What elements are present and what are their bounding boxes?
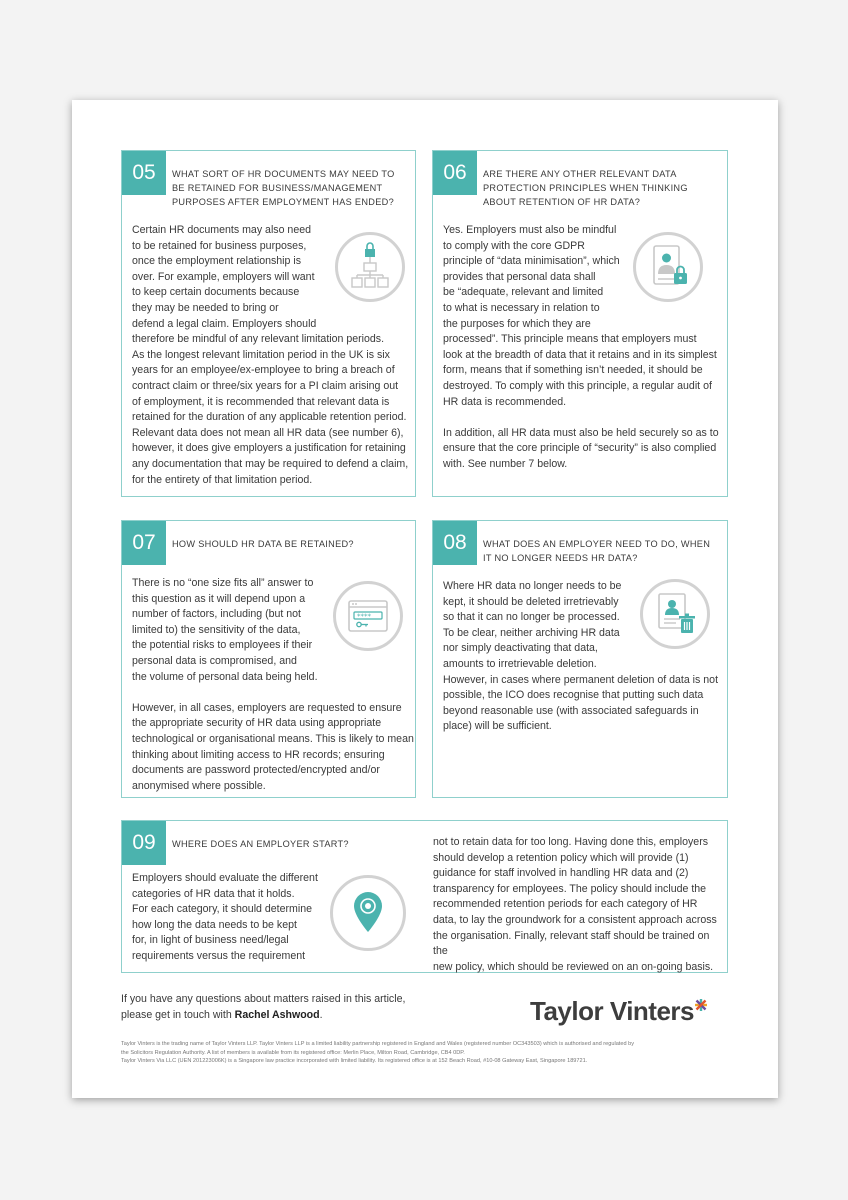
- body-line: new policy, which should be reviewed on an on-going basis.: [433, 960, 714, 973]
- body-line: Relevant data does not mean all HR data (see number 6),: [132, 426, 404, 439]
- body-line: not to retain data for too long. Having done this, employers: [433, 836, 709, 848]
- body-line: HR data is recommended.: [443, 395, 567, 408]
- body-line: technological or organisational means. This is likely to mean: [132, 732, 414, 745]
- body-line: requirements versus the requirement: [132, 949, 306, 962]
- body-line: possible, the ICO does recognise that putting such data: [443, 689, 704, 702]
- body-line: data, to lay the groundwork for a consistent approach across: [433, 913, 717, 926]
- body-line: form, means that if something isn’t needed, it should be: [443, 364, 703, 377]
- logo-mark-icon: [694, 998, 708, 1012]
- body-line: Where HR data no longer needs to be: [443, 580, 622, 592]
- body-line: however, it does give employers a justification for retaining: [132, 442, 406, 455]
- body-line: be “adequate, relevant and limited: [443, 286, 604, 299]
- body-line: the organisation. Finally, relevant staff should be trained on the: [433, 929, 710, 958]
- body-line: Yes. Employers must also be mindful: [443, 224, 617, 236]
- body-line: As the longest relevant limitation period in the UK is six: [132, 348, 390, 361]
- section-body-left: [132, 871, 332, 965]
- body-line: this question as it will depend upon a: [132, 592, 306, 605]
- profile-delete-icon: [640, 579, 710, 649]
- body-line: how long the data needs to be kept: [132, 918, 297, 931]
- taylor-vinters-logo: [530, 996, 694, 1027]
- body-line: the purposes for which they are: [443, 317, 591, 330]
- body-line: of employment, it is recommended that relevant data is: [132, 395, 390, 408]
- paragraph-gap: [132, 685, 414, 701]
- body-line: anonymised where possible.: [132, 779, 266, 792]
- paragraph-gap: [443, 410, 727, 426]
- body-line: number of factors, including (but not: [132, 608, 302, 621]
- body-line: for the entirety of that limitation period.: [132, 473, 313, 486]
- body-line: ensure that the core principle of “security” is also complied: [443, 442, 717, 455]
- body-line: for, in light of business need/legal: [132, 934, 289, 947]
- body-line: There is no “one size fits all” answer to: [132, 577, 314, 589]
- section-09-card: [121, 820, 728, 973]
- svg-text:****: ****: [357, 612, 371, 621]
- contact-line-2: [121, 1007, 405, 1023]
- body-line: the potential risks to employees if their: [132, 639, 313, 652]
- body-line: contract claim or three/six years for a PI claim arising out: [132, 379, 399, 392]
- body-line: place) will be sufficient.: [443, 720, 552, 733]
- body-line: they may be needed to bring or: [132, 301, 279, 314]
- body-line: to keep certain documents because: [132, 286, 300, 299]
- section-heading: WHAT SORT OF HR DOCUMENTS MAY NEED TO BE RETAINED FOR BUSINESS/MANAGEMENT PURPOSES AFTER EMPLOYMENT HAS ENDED?: [172, 169, 395, 207]
- body-line: the volume of personal data being held.: [132, 670, 318, 683]
- logo-text: Taylor Vinters: [530, 996, 694, 1026]
- section-heading: WHERE DOES AN EMPLOYER START?: [172, 839, 349, 849]
- body-line: therefore be mindful of any relevant limitation periods.: [132, 333, 385, 346]
- contact-person: Rachel Ashwood: [234, 1009, 320, 1021]
- body-line: In addition, all HR data must also be held securely so as to: [443, 426, 719, 439]
- body-line: principle of “data minimisation”, which: [443, 255, 620, 268]
- body-line: any documentation that may be required to defend a claim,: [132, 457, 409, 470]
- body-line: However, in cases where permanent deletion of data is not: [443, 673, 719, 686]
- password-window-icon: [333, 581, 403, 651]
- body-line: Certain HR documents may also need: [132, 224, 312, 236]
- location-pin-icon: [330, 875, 406, 951]
- body-line: to be retained for business purposes,: [132, 239, 307, 252]
- body-line: personal data is compromised, and: [132, 654, 297, 667]
- section-number: 09: [122, 821, 166, 865]
- section-number: 05: [122, 151, 166, 195]
- section-06-card: [432, 150, 728, 497]
- legal-footer: [121, 1040, 731, 1066]
- body-line: look at the breadth of data that it retains and in its simplest: [443, 348, 717, 361]
- body-line: categories of HR data that it holds.: [132, 887, 295, 900]
- body-line: nor simply deactivating that data,: [443, 642, 598, 655]
- body-line: with. See number 7 below.: [443, 457, 568, 470]
- document-page: [72, 100, 778, 1098]
- body-line: thinking about limiting access to HR records; ensuring: [132, 748, 385, 761]
- body-line: destroyed. To comply with this principle, a regular audit of: [443, 379, 712, 392]
- contact-line-1: If you have any questions about matters raised in this article,: [121, 993, 406, 1005]
- body-line: so that it can no longer be processed.: [443, 611, 620, 624]
- body-line: transparency for employees. The policy should include the: [433, 882, 707, 895]
- body-line: documents are password protected/encrypted and/or: [132, 764, 380, 777]
- locked-profile-icon: [633, 232, 703, 302]
- body-line: once the employment relationship is: [132, 255, 302, 268]
- section-number: 08: [433, 521, 477, 565]
- contact-prefix: please get in touch with: [121, 1009, 235, 1021]
- body-line: should develop a retention policy which will provide (1): [433, 851, 689, 864]
- body-line: retained for the duration of any applicable retention period.: [132, 411, 407, 424]
- lock-hierarchy-icon: [335, 232, 405, 302]
- body-line: limited to) the sensitivity of the data,: [132, 623, 301, 636]
- body-line: to comply with the core GDPR: [443, 239, 585, 252]
- section-05-card: [121, 150, 416, 497]
- body-line: provides that personal data shall: [443, 270, 596, 283]
- contact-suffix: .: [319, 1009, 323, 1021]
- body-line: the appropriate security of HR data using appropriate: [132, 717, 382, 730]
- section-heading: HOW SHOULD HR DATA BE RETAINED?: [172, 539, 354, 549]
- body-line: kept, it should be deleted irretrievably: [443, 595, 619, 608]
- body-line: However, in all cases, employers are requested to ensure: [132, 701, 402, 714]
- body-line: guidance for staff involved in handling HR data and (2): [433, 867, 689, 880]
- section-body-right: [433, 835, 725, 975]
- section-heading: WHAT DOES AN EMPLOYER NEED TO DO, WHEN IT NO LONGER NEEDS HR DATA?: [483, 539, 711, 563]
- body-line: over. For example, employers will want: [132, 270, 315, 283]
- body-line: Employers should evaluate the different: [132, 872, 318, 884]
- section-number: 06: [433, 151, 477, 195]
- contact-note: [121, 991, 405, 1023]
- footer-line: Taylor Vinters Via LLC (UEN 201223006K) is a Singapore law practice incorporated with limited liability. Its registered office is at 152 Beach Road, #10-08 Gateway East, Singapore 189721.: [121, 1058, 588, 1065]
- body-line: For each category, it should determine: [132, 903, 312, 916]
- body-line: defend a legal claim. Employers should: [132, 317, 317, 330]
- body-line: to what is necessary in relation to: [443, 301, 600, 314]
- section-08-card: [432, 520, 728, 798]
- body-line: years for an employee/ex-employee to bring a breach of: [132, 364, 395, 377]
- section-07-card: [121, 520, 416, 798]
- body-line: amounts to irretrievable deletion.: [443, 657, 597, 670]
- footer-line: Taylor Vinters is the trading name of Taylor Vinters LLP. Taylor Vinters LLP is a limited liability partnership registered in England and Wales (registered number OC343503) which is authorised and regulated by: [121, 1041, 635, 1047]
- body-line: beyond reasonable use (with associated safeguards in: [443, 704, 699, 717]
- footer-line: the Solicitors Regulation Authority. A list of members is available from its registered office: Merlin Place, Milton Road, Cambridge, CB4 0DP.: [121, 1049, 465, 1056]
- section-number: 07: [122, 521, 166, 565]
- body-line: processed”. This principle means that employers must: [443, 333, 697, 346]
- body-line: To be clear, neither archiving HR data: [443, 626, 620, 639]
- section-heading: ARE THERE ANY OTHER RELEVANT DATA PROTECTION PRINCIPLES WHEN THINKING ABOUT RETENTION OF HR DATA?: [483, 169, 688, 207]
- body-line: recommended retention periods for each category of HR: [433, 898, 698, 911]
